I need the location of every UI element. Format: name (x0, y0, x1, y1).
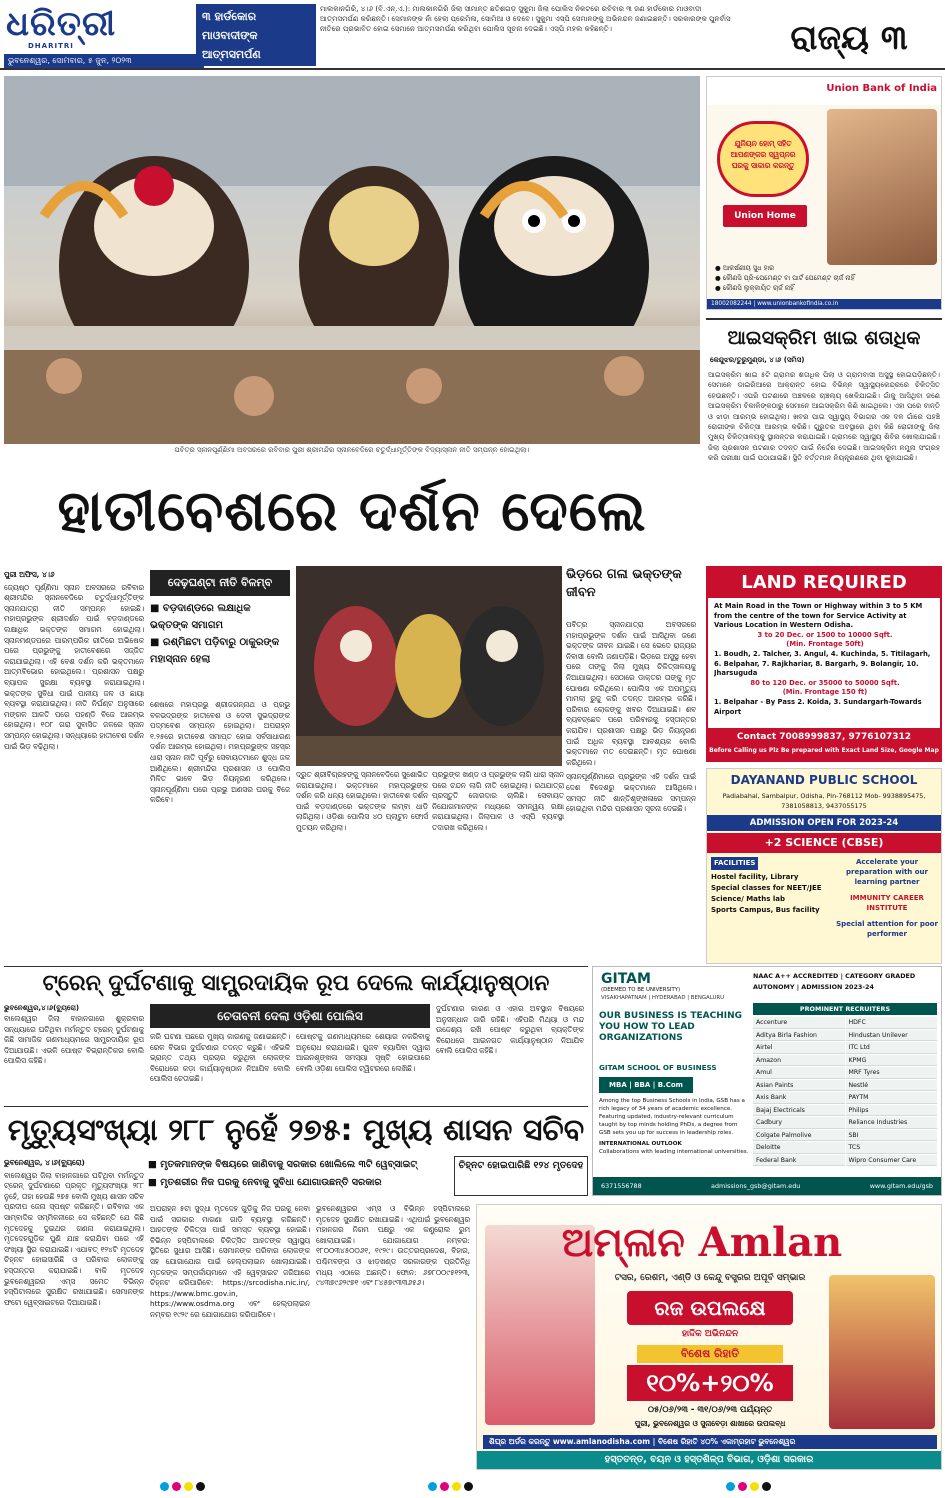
registration-dot (184, 1482, 193, 1491)
registration-dot (750, 1482, 759, 1491)
amlan-tagline: ଟସର, ରେଶମ, ଏଣ୍ଡି ଓ କେନ୍ଦୁ ବସ୍ତ୍ରର ଅପୂର୍ବ ସମ୍ଭାର (614, 1273, 806, 1283)
dayanand-facilities-title: FACILITIES (711, 857, 758, 870)
print-registration-marks (0, 1476, 945, 1498)
registration-dot (452, 1482, 461, 1491)
registration-dot (762, 1482, 771, 1491)
gitam-recruiter: Wipro Consumer Care (846, 1155, 938, 1167)
brief-title-line-3: ଆତ୍ମସମର୍ପଣ (202, 48, 261, 61)
gitam-recruiter: Deloitte (753, 1142, 845, 1154)
gitam-recruiter: Aditya Birla Fashion (753, 1030, 845, 1042)
dayanand-admission: ADMISSION OPEN FOR 2023-24 (707, 815, 941, 831)
gitam-autonomy: CATEGORY GRADED AUTONOMY (753, 972, 916, 991)
newspaper-logo: ଧରିତ୍ରୀ (6, 4, 117, 44)
dayanand-stream: +2 SCIENCE (CBSE) (707, 833, 941, 853)
death-toll-column-3: ଭୁବନେଶ୍ୱରର ଏମ୍ସ ଓ ବିଭିନ୍ନ ହସ୍ପିଟାଲରେ ମୃତଦେହ ସୁରକ୍ଷିତ ରଖାଯାଇଛି। ଏଥିପାଇଁ ଭୁବନେଶ୍ୱର ମହାନଗର ନିଗମ ପକ୍ଷରୁ ଏକ କଣ୍ଟ୍ରୋଲ ରୁମ ଖୋଲାଯାଇଛି। ଯୋଗାଯୋଗ ନମ୍ବର: ୧୮୦୦୩୪୫୦୦୬୧, ୧୯୨୯। ଉତ୍ତରପ୍ରଦେଶ, ବିହାର, ପଶ୍ଚିମବଙ୍ଗ ଓ ଝାଡ଼ଖଣ୍ଡ ସରକାରଙ୍କ ପ୍ରତିନିଧି ମଧ୍ୟ ଏଠାରେ ଅଛନ୍ତି। ଫୋନ: ୬୭୮୦୦୯୫୧୨୩, ୯୪୩୭୯୬୨୯୭୧ ଏବଂ ୮୪୫୭୯୩୩୬୫୬। (316, 1204, 470, 1288)
gitam-recruiter: Philips (846, 1105, 938, 1117)
amlan-footer: ହସ୍ତତନ୍ତ, ବୟନ ଓ ହସ୍ତଶିଳ୍ପ ବିଭାଗ, ଓଡ଼ିଶା ସରକାର (477, 1451, 941, 1469)
lead-story-column-5: ସ୍ନାନପୂର୍ଣ୍ଣିମାରେ ପ୍ରଭୁଙ୍କ ଏହି ଦର୍ଶନ ପାଇଁ ଦେଶ ବିଦେଶରୁ ଭକ୍ତମାନେ ଆସିଥିଲେ। ସମସ୍ତ ନୀତି ଶାନ୍ତିଶୃଙ୍ଖଳାରେ ସମ୍ପନ୍ନ ହୋଇଥିବା ମନ୍ଦିର ପ୍ରଶାସନ ସୂଚନା ଦେଇଛି। (566, 772, 696, 814)
dayanand-facility: Sports Campus, Bus facility (711, 906, 820, 914)
death-toll-point: ■ ମୃତକମାନଙ୍କ ବିଷୟରେ ଜାଣିବାକୁ ସରକାର ଖୋଲିଲେ ୩ଟି ୱେବ୍‌ସାଇଟ୍ (148, 1159, 418, 1170)
lead-subhead-box: ଦେଢ଼ଘଣ୍ଟା ନୀତି ବିଳମ୍ବ (150, 570, 290, 596)
dateline: ଭୁବନେଶ୍ୱର, ସୋମବାର, ୫ ଜୁନ, ୨୦୨୩ (4, 54, 204, 68)
registration-dot (428, 1482, 437, 1491)
ice-cream-headline: ଆଇସକ୍ରିମ ଖାଇ ଶତାଧିକ (706, 318, 942, 354)
gitam-recruiter: Hindustan Unilever (846, 1030, 938, 1042)
gitam-body (599, 1097, 749, 1169)
gitam-recruiter: Asian Paints (753, 1080, 845, 1092)
brief-text: ମାଲକାନଗିରି, ୪।୬ (ବି.ଏନ୍.ଏ.): ମାଲକାନଗିରି ଜିଲା ସୀମାନ୍ତ ଛତିଶଗଡ଼ ସୁକୁମା ଜିଲା ପୋଲିସ ନିକଟରେ ରବିବାର ୩ ଜଣ ହାର୍ଡକୋର ମାଓବାଦୀ ଆତ୍ମସମର୍ପଣ କରିଛନ୍ତି। ସେମାନଙ୍କ ନାଁ ହେଲା ପ୍ରେମିଳା, ସୋମିଆ ଓ ଦେବେ। ସୁକୁମା ଏସ୍ପି ସେମାନଙ୍କୁ ଅଭିନନ୍ଦନ ଜଣାଇଛନ୍ତି। ସରକାରଙ୍କ ପୁନର୍ବାସ ନୀତିରେ ପ୍ରଭାବିତ ହୋଇ ସେମାନେ ଆତ୍ମସମର୍ପଣ କରିଥିବା ପୋଲିସ ସୂଚନା ଦେଇଛି। ଏସ୍ପି ମହଲ କହିଛନ୍ତି। (320, 4, 731, 34)
lead-story-column-1 (4, 570, 144, 962)
gitam-headline: OUR BUSINESS IS TEACHING YOU HOW TO LEAD ORGANIZATIONS (599, 1011, 743, 1043)
amlan-ad[interactable] (476, 1204, 942, 1470)
lead-story-column-2: ଶେଷରେ ମହାପ୍ରଭୁ ଶ୍ରୀଜଗନ୍ନାଥ ଓ ପ୍ରଭୁ ବଳଭଦ୍ରଙ୍କ ହାତୀବେଶ ଓ ଦେବୀ ସୁଭଦ୍ରାଙ୍କ ପଦ୍ମବେଶ ସମ୍ପନ୍ନ ହୋଇଥିଲା। ଅପରାହ୍ନ ୧.୨୫ରେ ହାତୀବେଶ ସମାପ୍ତ ହୋଇ ସର୍ବସାଧାରଣ ଦର୍ଶନ ଆରମ୍ଭ ହୋଇଥିଲା। ମହାପ୍ରଭୁଙ୍କ ସହସ୍ର ଧାରା ସ୍ନାନ ନୀତି ପୂର୍ବରୁ ସେବାୟତମାନେ ଶୁଦ୍ଧ ଜଳ ଆଣିଥିଲେ। ଶ୍ରୀମନ୍ଦିର ପ୍ରଶାସନ ଓ ପୋଲିସ ମିଳିତ ଭାବେ ଭିଡ଼ ନିୟନ୍ତ୍ରଣ କରିଥିଲେ। ସ୍ନାନପୂର୍ଣ୍ଣିମା ପରେ ପ୍ରଭୁ ଅଣସର ଘରକୁ ବିଜେ କରିବେ। (150, 700, 290, 805)
dayanand-special: Special attention for poor performer (836, 920, 938, 938)
gitam-recruiter: Federal Bank (753, 1155, 845, 1167)
section-label: ରାଜ୍ୟ ୩ (790, 18, 908, 58)
registration-dot (738, 1482, 747, 1491)
dayanand-facility: Hostel facility, Library (711, 873, 799, 881)
side-story-body-text: ପବିତ୍ର ସ୍ନାନଯାତ୍ରା ଅବସରରେ ମହାପ୍ରଭୁଙ୍କ ଦର୍ଶନ ପାଇଁ ଆସିଥିବା ଜଣେ ଭକ୍ତଙ୍କ ଜୀବନ ଯାଇଛି। ସେ ଭେଦେ ରାଜ୍ୟର ନିବାସୀ ବୋଲି ଜଣାପଡ଼ିଛି। ଭିଡ଼ରେ ଅସୁସ୍ଥ ହେବା ପରେ ତାଙ୍କୁ ଜିଲା ମୁଖ୍ୟ ଚିକିତ୍ସାଳୟକୁ ନିଆଯାଇଥିଲା। ସେଠାରେ ଡାକ୍ତର ତାଙ୍କୁ ମୃତ ଘୋଷଣା କରିଥିଲେ। ପୋଲିସ ଏକ ଅପମୃତ୍ୟୁ ମାମଲା ରୁଜୁ କରି ତଦନ୍ତ ଆରମ୍ଭ କରିଛି। ପରିବାର ଲୋକଙ୍କୁ ଖବର ଦିଆଯାଇଛି। ଶବ ବ୍ୟବଚ୍ଛେଦ ପରେ ପରିବାରକୁ ହସ୍ତାନ୍ତର କରାଯିବ। ପ୍ରଶାସନ ପକ୍ଷରୁ ଭିଡ଼ ନିୟନ୍ତ୍ରଣ ପାଇଁ ଅଧିକ ବ୍ୟବସ୍ଥା ଆବଶ୍ୟକ ବୋଲି ଭକ୍ତମାନେ ମତ ଦେଇଛନ୍ତି। ମୃତ ଘୋଷଣା କରିଥିଲେ। (566, 620, 696, 767)
union-bank-features (715, 263, 939, 299)
gitam-recruiter: Bajaj Electricals (753, 1105, 845, 1117)
dayanand-partner (835, 857, 939, 961)
dayanand-school-ad[interactable] (706, 768, 942, 964)
gitam-recruiter: TCS (846, 1142, 938, 1154)
gitam-recruiter: ITC Ltd (846, 1042, 938, 1054)
union-home-label: Union Home (723, 205, 807, 227)
gitam-school: GITAM SCHOOL OF BUSINESS (599, 1063, 717, 1072)
death-toll-column-2: ଅପରାହ୍ନ ୫ଟା ସୁଦ୍ଧା ମୃତଦେହ ଗୁଡ଼ିକୁ ନିଜ ଘରକୁ ନେବା ପାଇଁ ସରକାର ମାଗଣା ଗାଡ଼ି ବ୍ୟବସ୍ଥା କରିଛନ୍ତି। ଆହତଙ୍କ ଚିକିତ୍ସା ପାଇଁ ସମସ୍ତ ବ୍ୟବସ୍ଥା ହୋଇଛି। ବିଭିନ୍ନ ହସ୍ପିଟାଲରେ ଚିକିତ୍ସିତ ଆହତଙ୍କ ସ୍ୱାସ୍ଥ୍ୟ ସ୍ଥିତିରେ ସୁଧାର ଆସିଛି। ସେମାନଙ୍କ ପରିବାର ଲୋକଙ୍କ ସହ ଯୋଗାଯୋଗ ପାଇଁ ହେଲ୍ପଲାଇନ ଖୋଲାଯାଇଛି। ମୃତକଙ୍କ ସମ୍ପର୍କୀୟମାନେ ଏହି ୱେବ୍‌ସାଇଟ ଜରିଆରେ ଚିହ୍ନଟ କରିପାରିବେ: https://srcodisha.nic.in/, https://www.bmc.gov.in, https://www.osdma.org ଏବଂ ହେଲ୍ପଲାଇନ ନମ୍ବର ୧୯୨୯ ରେ ଯୋଗାଯୋଗ କରିପାରିବେ। (150, 1204, 310, 1319)
amlan-brand: ଅମ୍ଳାନ Amlan (561, 1219, 843, 1266)
gitam-programs: MBA | BBA | B.Com (599, 1077, 693, 1093)
registration-dot (172, 1482, 181, 1491)
gitam-outlook-title: INTERNATIONAL OUTLOOK (599, 1141, 682, 1147)
land-ad-details (714, 602, 936, 728)
gitam-web[interactable]: www.gitam.edu/gsb (869, 1182, 933, 1190)
side-story-body (566, 620, 696, 962)
gitam-logo-sub: (DEEMED TO BE UNIVERSITY) (601, 987, 681, 993)
death-toll-box: ଚିହ୍ନଟ ହୋଇପାରିଛି ୧୨୪ ମୃତଦେହ (454, 1156, 588, 1196)
union-bank-feature: ● କୌଣସି ପ୍ରି-ପେମେଣ୍ଟ ବା ପାର୍ଟ ପେମେଣ୍ଟ ଚାର୍ଜ ନାହିଁ (715, 274, 855, 282)
gitam-recruiters-grid (753, 1017, 937, 1166)
masthead (0, 0, 945, 70)
amlan-discount-title: ବିଶେଷ ରିହାତି (637, 1345, 783, 1363)
death-toll-headline: ମୃତ୍ୟୁସଂଖ୍ୟା ୨୮୮ ନୁହେଁ ୨୭୫: ମୁଖ୍ୟ ଶାସନ ସଚିବ (4, 1106, 588, 1154)
gitam-recruiter: Airtel (753, 1042, 845, 1054)
train-story-subhead: ଚେତାବନୀ ଦେଲା ଓଡ଼ିଶା ପୋଲିସ (150, 1004, 430, 1028)
gitam-recruiter: SBI (846, 1130, 938, 1142)
train-story-column-2: କରି ଘଟଣା ପଛରେ ମୁଖ୍ୟ କାରଣକୁ ଜଣାଇଛନ୍ତି। ରେଳ ବିଭାଗ ଦୁର୍ଘଟଣାର ତଦନ୍ତ କରୁଛି। ଏହିଭଳି ଭ୍ରାନ୍ତ ତଥ୍ୟ ପ୍ରଚାର କରୁଥିବା ଲୋକଙ୍କ ବିରୋଧରେ କଡ଼ା କାର୍ଯ୍ୟାନୁଷ୍ଠାନ ନିଆଯିବ ବୋଲି ପୋଲିସ ଚେତାଇଛି। (150, 1032, 290, 1084)
dayanand-tagline: Accelerate your preparation with our learning partner (846, 858, 928, 886)
land-ad-size: 3 to 20 Dec. or 1500 to 10000 Sqft. (757, 630, 893, 639)
gitam-recruiter: HDFC (846, 1017, 938, 1029)
land-ad-towns: 1. Boudh, 2. Talcher, 3. Angul, 4. Kuchinda, 5. Titilagarh, 6. Belpahar, 7. Rajkhariar, 8. Bargarh, 9. Bolangir, 10. Jharsuguda (714, 649, 931, 678)
registration-dot (464, 1482, 473, 1491)
gitam-outlook: Collaborations with leading international universities. (599, 1149, 749, 1155)
registration-dot (440, 1482, 449, 1491)
gitam-recruiter: Reliance Industries (846, 1117, 938, 1129)
lead-photo-illustration (4, 76, 700, 444)
union-bank-bubble: ଯୁନିୟନ ହୋମ୍ ସହିତ ଆପଣଙ୍କର ସ୍ୱପ୍ନର ଘରକୁ ସାକାର କରନ୍ତୁ (717, 121, 809, 197)
land-ad-intro: At Main Road in the Town or Highway within 3 to 5 KM from the centre of the town for Service Activity at Various Location in Western Odisha. (714, 602, 923, 630)
gitam-recruiter: Amul (753, 1067, 845, 1079)
dayanand-partner-name: IMMUNITY CAREER INSTITUTE (850, 894, 924, 912)
gitam-naac: NAAC A++ ACCREDITED (753, 972, 839, 980)
union-bank-brand: Union Bank of India (707, 77, 942, 105)
gitam-recruiter: Axis Bank (753, 1092, 845, 1104)
lead-story-column-3: ଦ୍ରୁତ ଶ୍ରୀବିଗ୍ରହଙ୍କୁ ସ୍ନାନବେଦିରେ ସୁଶୋଭିତ କରାଯାଇଥିଲା। ଭକ୍ତମାନେ ମହାପ୍ରଭୁଙ୍କ ଦର୍ଶନ କରି ଧନ୍ୟ ହୋଇଥିଲେ। ହାତୀବେଶ ଦର୍ଶନ ପାଇଁ ବଡ଼ଦାଣ୍ଡରେ ଭକ୍ତଙ୍କ ଲମ୍ବା ଧାଡ଼ି ଲାଗିଥିଲା। ଓଡ଼ିଶା ପୋଲିସ ୪୦ ପ୍ଲାଟୁନ ଫୋର୍ସ ମୁତୟନ କରିଥିଲା। (296, 770, 428, 832)
gitam-phone[interactable]: 6371556788 (601, 1182, 642, 1190)
lead-story-byline: ପୁରୀ ଅଫିସ, ୪।୬ (4, 570, 55, 579)
lead-subpoints (150, 600, 290, 696)
land-ad-contact[interactable] (708, 728, 940, 760)
gitam-logo: GITAM (601, 971, 651, 987)
land-ad-phone: Contact 7008999837, 9776107312 (736, 732, 912, 742)
land-ad-towns-2: 1. Belpahar - By Pass 2. Koida, 3. Sundargarh-Towards Airport (714, 697, 922, 716)
lead-story-column-1-text: ଜ୍ୟେଷ୍ଠ ପୂର୍ଣ୍ଣିମା ସ୍ନାନ ଅବସରରେ ରବିବାର ଶ୍ରୀମନ୍ଦିର ସ୍ନାନବେଦିରେ ଚତୁର୍ଦ୍ଧାମୂର୍ତ୍ତିଙ୍କ ସ୍ନାନଯାତ୍ରା ନୀତି ସମ୍ପନ୍ନ ହୋଇଛି। ମହାପ୍ରଭୁଙ୍କ ଶ୍ରୀଦର୍ଶନ ପାଇଁ ବଡ଼ଦାଣ୍ଡରେ ଲକ୍ଷାଧିକ ଭକ୍ତଙ୍କ ସମାଗମ ହୋଇଥିଲା। ସ୍ନାନମଣ୍ଡପରେ ପାରମ୍ପରିକ ରୀତିରେ ଅଭିଷେକ ପରେ ପ୍ରଭୁଙ୍କୁ ହାତୀବେଶରେ ସଜ୍ଜିତ କରାଯାଇଥିଲା। ଏହି ବେଶ ଦର୍ଶନ କରି ଭକ୍ତମାନେ ଆତ୍ମବିଭୋର ହୋଇଥିଲେ। ପ୍ରଶାସନ ପକ୍ଷରୁ ବ୍ୟାପକ ସୁରକ୍ଷା ବ୍ୟବସ୍ଥା କରାଯାଇଥିଲା। ଭକ୍ତଙ୍କ ସୁବିଧା ପାଇଁ ପାନୀୟ ଜଳ ଓ ଛାୟା ବ୍ୟବସ୍ଥା କରାଯାଇଥିଲା। ନୀତି ନିର୍ଘଣ୍ଟ ଅନୁସାରେ ମଙ୍ଗଳ ଆଳତି ପରେ ପହଣ୍ଡି ବିଜେ ଆରମ୍ଭ ହୋଇଥିଲା। ୧୦୮ ଗରା ସୁବାସିତ ଜଳରେ ସ୍ନାନ ସମ୍ପନ୍ନ ହୋଇଥିଲା। ସନ୍ଧ୍ୟାରେ ହାତୀବେଶ ଦର୍ଶନ ପାଇଁ ଭିଡ଼ ବଢ଼ିଥିଲା। (4, 582, 144, 751)
amlan-greeting: ହାର୍ଦ୍ଦିକ ଅଭିନନ୍ଦନ (681, 1329, 739, 1339)
gitam-recruiter: MRF Tyres (846, 1067, 938, 1079)
death-toll-byline: ଭୁବନେଶ୍ୱର, ୪।୬(ବ୍ୟୁରୋ) (4, 1158, 85, 1167)
union-bank-feature: ● ଆକର୍ଷଣୀୟ ସୁଧ ହାର (715, 264, 775, 272)
gitam-recruiter: KPMG (846, 1055, 938, 1067)
union-bank-feature: ● କୌଣସି ଲୁକ୍କାୟିତ ଚାର୍ଜ ନାହିଁ (715, 284, 795, 292)
land-ad-size-2: 80 to 120 Dec. or 35000 to 50000 Sqft. (750, 678, 900, 687)
union-bank-ad[interactable] (706, 76, 942, 310)
gitam-email[interactable]: admissions_gsb@gitam.edu (711, 1182, 801, 1190)
gitam-ad[interactable] (592, 966, 942, 1196)
train-story-column-4: ଦୁର୍ଘଟଣାର କାରଣ ଓ ଏହାର ଅବସ୍ଥାନ ବିଷୟରେ ଅନୁସନ୍ଧାନ ଜାରି ରହିଛି। ଏହିପରି ମିଥ୍ୟା ଓ ମନ୍ଦ ଉଦ୍ଦେଶ୍ୟ ରଖି ପୋଷ୍ଟ କରୁଥିବା ବ୍ୟକ୍ତିଙ୍କ ବିରୋଧରେ ଆଇନଗତ କାର୍ଯ୍ୟାନୁଷ୍ଠାନ ନିଆଯିବ ବୋଲି ପୋଲିସ କହିଛି। (436, 1004, 584, 1056)
gitam-body-text: Among the top Business Schools in India, GSB has a rich legacy of 34 years of academic excellence. Featuring updated, industry-relevant curriculum taught by top minds holding PhDs, a degree from GSB sets you up for success in leadership roles. (599, 1098, 745, 1136)
brief-title-line-1: ୩ ହାର୍ଡକୋର (202, 10, 257, 23)
dayanand-facilities (711, 857, 831, 961)
train-story-headline: ଟ୍ରେନ୍ ଦୁର୍ଘଟଣାକୁ ସାମ୍ପ୍ରଦାୟିକ ରୂପ ଦେଲେ କାର୍ଯ୍ୟାନୁଷ୍ଠାନ (4, 966, 588, 1000)
registration-dot (160, 1482, 169, 1491)
registration-dot (726, 1482, 735, 1491)
gitam-accreditation: NAAC A++ ACCREDITED | CATEGORY GRADED AUTONOMY | ADMISSION 2023-24 (753, 972, 916, 991)
amlan-dates: ୦୫/୦୬/୨୩ - ୩୧/୦୬/୨୩ ପର୍ଯ୍ୟନ୍ତ (647, 1405, 773, 1415)
gitam-footer[interactable] (593, 1177, 941, 1195)
train-story-column-3: ପୋଷ୍ଟକୁ ଗଣମାଧ୍ୟମରେ ଶେୟାର ନକରିବାକୁ ଅନୁରୋଧ କରାଯାଇଛି। ଗୁଜବ ବ୍ୟାପିବା ଦ୍ୱାରା ଆଇନଶୃଙ୍ଖଳା ସମସ୍ୟା ସୃଷ୍ଟି ହୋଇପାରେ ବୋଲି ଓଡ଼ିଶା ପୋଲିସ ଟ୍ୱିଟରରେ ଲେଖିଛି। (296, 1032, 430, 1073)
newspaper-logo-sub: DHARITRI (28, 42, 74, 50)
amlan-web[interactable]: ଶିଘ୍ର ଅର୍ଡର କରନ୍ତୁ www.amlanodisha.com | ବିଶେଷ ରିହାତି ୪୦% ଏକାମ୍ରହାଟ ଭୁବନେଶ୍ୱର (483, 1435, 937, 1449)
gitam-recruiters-title: PROMINENT RECRUITERS (753, 1003, 937, 1015)
lead-headline: ହାତୀବେଶରେ ଦର୍ଶନ ଦେଲେ (57, 479, 647, 544)
death-toll-point: ■ ମୃତଶରୀର ନିଜ ଘରକୁ ନେବାକୁ ସୁବିଧା ଯୋଗାଉଛନ୍ତି ସରକାର (148, 1177, 382, 1188)
deities-photo (296, 566, 562, 766)
gitam-recruiter: Amazon (753, 1055, 845, 1067)
gitam-recruiter: Colgate Palmolive (753, 1130, 845, 1142)
death-toll-column-1 (4, 1158, 144, 1470)
gitam-recruiter: Cadbury (753, 1117, 845, 1129)
land-ad-frontage: (Min. Frontage 50ft) (786, 640, 864, 649)
train-story-byline: ଭୁବନେଶ୍ୱର,୪।୬(ବ୍ୟୁରୋ) (4, 1004, 80, 1012)
ice-cream-body: ଆଇସକ୍ରିମ ଖାଇ ୫ଟି ଗ୍ରାମର ଶତାଧିକ ପିଲା ଓ ଗ୍ରାମବାସୀ ଅସୁସ୍ଥ ହୋଇପଡ଼ିଛନ୍ତି। ସେମାନେ ଡାଇରିଆରେ ଆକ୍ରାନ୍ତ ହୋଇ ବିଭିନ୍ନ ସ୍ୱାସ୍ଥ୍ୟକେନ୍ଦ୍ରରେ ଚିକିତ୍ସିତ ହେଉଛନ୍ତି। ଏପରି ଘଟଣାରେ ଅଞ୍ଚଳରେ ଚାଞ୍ଚଲ୍ୟ ଖେଳିଯାଇଛି। ଗାଁକୁ ଆସିଥିବା ଜଣେ ଆଇସକ୍ରିମ ବିକାଳିଙ୍କଠାରୁ ସେମାନେ ଆଇସକ୍ରିମ କିଣି ଖାଇଥିଲେ। ଏହା ପରେ ବାନ୍ତି ଓ ଝାଡ଼ା ଆରମ୍ଭ ହୋଇଥିଲା। ଖବର ପାଇ ସ୍ୱାସ୍ଥ୍ୟ ବିଭାଗର ଏକ ଦଳ ଗାଁରେ ପହଞ୍ଚି ରୋଗୀଙ୍କ ଚିକିତ୍ସା ଆରମ୍ଭ କରିଛି। ଗୁରୁତର ଅବସ୍ଥାରେ ଥିବା କିଛି ରୋଗୀଙ୍କୁ ଜିଲା ମୁଖ୍ୟ ଚିକିତ୍ସାଳୟକୁ ସ୍ଥାନାନ୍ତର କରାଯାଇଛି। ଗ୍ରାମରେ ସ୍ୱାସ୍ଥ୍ୟ ଶିବିର ଖୋଲାଯାଇଛି। ଜିଲା ପ୍ରଶାସନ ଘଟଣାର ତଦନ୍ତ ପାଇଁ ନିର୍ଦ୍ଦେଶ ଦେଇଛି। ଆଇସକ୍ରିମ ନମୁନା ସଂଗ୍ରହ କରି ପରୀକ୍ଷା ପାଇଁ ପଠାଯାଇଛି। ସ୍ଥିତି ବର୍ତ୍ତମାନ ନିୟନ୍ତ୍ରଣରେ ଥିବା କୁହାଯାଇଛି। (708, 370, 940, 463)
side-story-headline: ଭିଡ଼ରେ ଗଳା ଭକ୍ତଙ୍କ ଜୀବନ (566, 567, 682, 600)
deities-photo-illustration (296, 566, 562, 766)
amlan-discount: ୧୦%+୨୦% (627, 1365, 793, 1401)
land-ad-note: Before Calling us Plz Be prepared with Exact Land Size, Google Map (709, 747, 939, 754)
lead-story-column-4: ପ୍ରଭୁଙ୍କ ଖଣ୍ଡ ଓ ପ୍ରଭୁଙ୍କ ଲାଗି ଧାରା ସ୍ନାନ ପରେ ଚନ୍ଦନ ଲାଗି ନୀତି ହୋଇଥିଲା। ରଥଯାତ୍ରା ପ୍ରସ୍ତୁତି ଜୋରଦାର ଚାଲିଛି। ସେବାୟତ ନିଯୋଗମାନଙ୍କ ମଧ୍ୟରେ ସମନ୍ୱୟ ରକ୍ଷା କରାଯାଇଥିଲା। ଜିଲାପାଳ ଓ ଏସ୍ପି ବ୍ୟବସ୍ଥା ତଦାରଖ କରିଥିଲେ। (432, 770, 564, 832)
brief-title-line-2: ମାଓବାଦୀଙ୍କ (202, 29, 258, 42)
gitam-recruiters (753, 1003, 937, 1171)
registration-dot (196, 1482, 205, 1491)
gitam-recruiter: Nestlé (846, 1080, 938, 1092)
lead-photo-caption: ପବିତ୍ର ସ୍ନାନପୂର୍ଣ୍ଣିମା ଅବସରରେ ରବିବାର ପୁରୀ ଶ୍ରୀମନ୍ଦିର ସ୍ନାନବେଦିରେ ଚତୁର୍ଦ୍ଧାମୂର୍ତ୍ତିଙ୍କ ବିଦ୍ୟାସ୍ନାନ ନୀତି ସମ୍ପନ୍ନ ହୋଇଥିଲା। (174, 446, 530, 454)
gitam-recruiter: Accenture (753, 1017, 845, 1029)
dayanand-address: Padiabahal, Sambalpur, Odisha, Pin-768112 Mob- 9938895475, 7381058813, 9437055175 (722, 792, 926, 810)
land-ad-title: LAND REQUIRED (708, 568, 940, 598)
amlan-saree-illustration (829, 1275, 935, 1429)
brief-title (196, 4, 316, 66)
lead-photo (4, 76, 700, 444)
land-required-ad[interactable] (706, 566, 942, 762)
train-story-column-1: ବାଲେଶ୍ୱର ଜିଲା ବାହାନଗାରେ ଶୁକ୍ରବାର ସନ୍ଧ୍ୟାରେ ଘଟିଥିବା ମର୍ମନ୍ତୁଦ ଟ୍ରେନ୍ ଦୁର୍ଘଟଣାକୁ କିଛି ସାମାଜିକ ଗଣମାଧ୍ୟମରେ ସାମ୍ପ୍ରଦାୟିକ ରୂପ ଦିଆଯାଉଛି। ଏଭଳି ପୋଷ୍ଟ ବିଭ୍ରାନ୍ତିକର ବୋଲି ପୋଲିସ କହିଛି। (4, 1014, 144, 1066)
gitam-admission: ADMISSION 2023-24 (801, 983, 874, 991)
gitam-recruiter: PAYTM (846, 1092, 938, 1104)
death-toll-column-1-text: ବାଲେଶ୍ୱର ଜିଲା ବାହାନଗାରେ ଘଟିଥିବା ମର୍ମନ୍ତୁଦ ଟ୍ରେନ୍ ଦୁର୍ଘଟଣାରେ ପ୍ରକୃତ ମୃତ୍ୟୁସଂଖ୍ୟା ୨୮୮ ନୁହେଁ, ତାହା ହେଉଛି ୨୭୫ ବୋଲି ମୁଖ୍ୟ ଶାସନ ସଚିବ ପ୍ରଦୀପ ଜେନା ସ୍ପଷ୍ଟ କରିଛନ୍ତି। ରବିବାର ଏକ ସାମ୍ବାଦିକ ସମ୍ମିଳନୀରେ ସେ କହିଛନ୍ତି ଯେ କିଛି ମୃତଦେହକୁ ଦୁଇଥର ଗଣନା କରାଯାଇଥିଲା। ମୃତଦେହଗୁଡ଼ିକ ପୁଣି ଯାଞ୍ଚ କରାଯିବା ପରେ ଏହି ସଂଖ୍ୟା ସ୍ଥିର କରାଯାଇଛି। ଏଯାବତ୍ ୧୨୪ଟି ମୃତଦେହ ଚିହ୍ନଟ ହୋଇସାରିଛି ଓ ପରିବାର ଲୋକଙ୍କୁ ହସ୍ତାନ୍ତର କରାଯାଇଛି। ବାକି ମୃତଦେହ ଭୁବନେଶ୍ୱରର ଏମ୍ସ ସମେତ ବିଭିନ୍ନ ହସ୍ପିଟାଲରେ ସୁରକ୍ଷିତ ରଖାଯାଇଛି। ସେମାନଙ୍କ ଫଟୋ ୱେବ୍‌ସାଇଟରେ ଦିଆଯାଇଛି। (4, 1170, 144, 1307)
dayanand-title: DAYANAND PUBLIC SCHOOL (730, 773, 918, 787)
union-bank-footer: 18002082244 | www.unionbankofindia.co.in (707, 299, 942, 310)
amlan-locations: ପୁରୀ, ଭୁବନେଶ୍ୱର ଓ ସୁନାବେଡ଼ା ଶାଖାରେ ଉପଲବ୍ଧ (634, 1419, 786, 1428)
lead-subpoint: ■ ବଡ଼ଦାଣ୍ଡରେ ଲକ୍ଷାଧିକ ଭକ୍ତଙ୍କ ସମାଗମ (150, 603, 251, 631)
dayanand-facility: Science/ Maths lab (711, 895, 785, 903)
dayanand-facility: Special classes for NEET/JEE (711, 884, 822, 892)
ice-cream-byline: କେନ୍ଦୁଝର/ତୁରୁମୁଣ୍ଡା, ୪।୬ (ସମିସ) (710, 356, 805, 364)
land-ad-frontage-2: (Min. Frontage 150 ft) (782, 688, 868, 697)
gitam-locations: VISAKHAPATNAM | HYDERABAD | BENGALURU (601, 995, 725, 1001)
union-bank-couple-photo (827, 109, 937, 265)
death-toll-points (148, 1156, 448, 1196)
amlan-raja: ରଜ ଉପଲକ୍ଷେ (627, 1291, 793, 1325)
lead-subpoint: ■ ରଶ୍ମିଛଟା ପଡ଼ିବାରୁ ଠାକୁରଙ୍କ ମହାସ୍ନାନ ହେଲା (150, 637, 280, 665)
